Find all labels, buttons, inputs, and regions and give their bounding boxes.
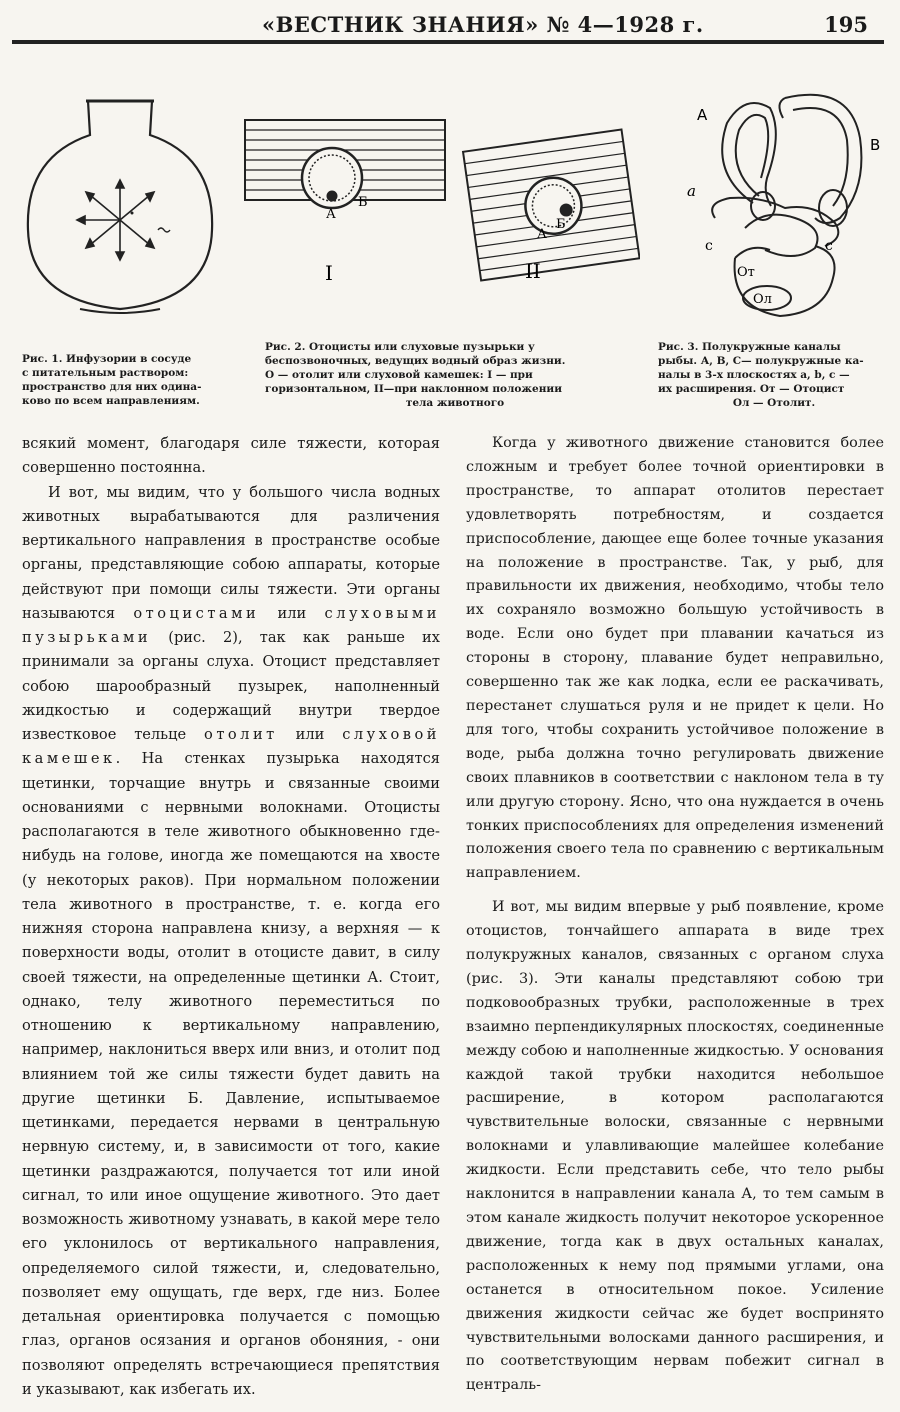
otocyst-inclined	[463, 130, 640, 281]
page-header	[0, 6, 900, 40]
caption-line: горизонтальном, II—при наклонном положении	[265, 383, 562, 395]
text-segment: или	[277, 726, 343, 743]
label-a-1: А	[326, 207, 336, 222]
roman-one: I	[325, 261, 333, 285]
header-rule	[12, 40, 884, 44]
text-segment: И вот, мы видим впервые у рыб появление, кроме отоцистов, тончайшего аппарата в виде трех полукружных каналов, связанных с органом слуха (рис. 3). Эти каналы представляют собою три подковообразных трубки, расположенные в трех взаимно перпендикулярных плоскостях, соединенные между собою и наполненные жидкостью. У основания каждой такой трубки находится небольшое расширение, в котором располагаются чувствительные волоски, связанные с нервными волокнами и улавливающие малейшее колебание жидкости. Если представить себе, что тело рыбы наклонится в направлении канала А, то тем самым в этом канале жидкость получит некоторое ускоренное движение, тогда как в двух остальных каналах, расположенных к нему под прямыми углами, она останется в относительном покое. Усиление движения жидкости сейчас же будет воспринято чувствительными волосками данного расширения, и по соответствующим нервам побежит сигнал в централь-	[466, 899, 884, 1394]
label-ot: От	[737, 265, 755, 280]
label-b-1: Б	[358, 195, 368, 210]
caption-line: ково по всем направлениям.	[22, 395, 200, 407]
caption-line: тела животного	[405, 397, 505, 409]
label-b-2: Б	[556, 217, 566, 232]
text-segment: Когда у животного движение становится более сложным и требует более точной ориентировки в пространстве, то аппарат отолитов перестает удовлетворять потребностям, и создается приспособление, дающее еще более точные указания на положение в пространстве. Так, у рыб, для правильности их движения, необходимо, чтобы тело их сохраняло возможно большую устойчивость в воде. Если оно будет при плавании качаться из стороны в сторону, плавание будет неправильно, совершенно так же как лодка, если ее раскачивать, перестанет слушаться руля и не придет к цели. Но для того, чтобы сохранить устойчивое положение в воде, рыба должна точно регулировать движение своих плавников в соответствии с наклоном тела в ту или другую сторону. Ясно, что она нуждается в очень тонких приспособлениях для определения изменений положения своего тела по сравнению с вертикальным направлением.	[466, 435, 884, 882]
figure-1-caption	[22, 352, 232, 408]
caption-line: Рис. 2. Отоцисты или слуховые пузырьки у	[265, 341, 535, 353]
figure-2-caption	[265, 340, 645, 410]
label-c-right: с	[825, 238, 833, 254]
figure-1-flask	[20, 95, 220, 320]
left-text-column	[22, 432, 440, 1402]
spaced-term: отоцистами	[133, 604, 260, 622]
caption-line: Рис. 3. Полукружные каналы	[658, 341, 841, 353]
right-text-column	[466, 432, 884, 1398]
text-segment: . На стенках пузырька находятся щетинки, торчащие внутрь и связанные своими основаниями с нервными волокнами. Отоцисты располагаются в теле животного обыкновенно где-нибудь на голове, иногда же помещаются на хвосте (у некоторых раков). При нормальном положении тела животного в пространстве, т. е. когда его нижняя сторона направлена книзу, а верхняя — к поверхности воды, отолит в отоцисте давит, в силу своей тяжести, на определенные щетинки А. Стоит, однако, телу животного переместиться по отношению к вертикальному направлению, например, наклониться вверх или вниз, и отолит под влиянием той же силы тяжести будет давить на другие щетинки Б. Давление, испытываемое щетинками, передается нервами в центральную нервную систему, и, в зависимости от того, какие щетинки раздражаются, получается тот или иной сигнал, то или иное ощущение животного. Это дает возможность животному узнавать, в какой мере тело его уклонилось от вертикального направления, определяемого силой тяжести, и, следовательно, позволяет ему ощущать, где верх, где низ. Более детальная ориентировка получается с помощью глаз, органов осязания и органов обоняния, - они позволяют определять встречающиеся препятствия и указывают, как избегать их.	[22, 750, 440, 1398]
figure-2-otocysts	[240, 100, 640, 340]
paragraph	[466, 896, 884, 1398]
paragraph	[466, 432, 884, 886]
text-segment: И вот, мы видим, что у большого числа водных животных вырабатываются для различения вертикального направления в пространстве особые органы, представляющие собою аппараты, которые действуют при помощи силы тяжести. Эти органы называются	[22, 483, 440, 622]
caption-line: беспозвоночных, ведущих водный образ жизни.	[265, 355, 566, 367]
spaced-term: слуховыми пузырьками	[22, 604, 440, 646]
caption-line: с питательным раствором:	[22, 367, 189, 379]
caption-line: налы в 3-х плоскостях а, b, c —	[658, 369, 850, 381]
paragraph	[22, 432, 440, 481]
spaced-term: слуховой камешек	[22, 726, 440, 768]
figure-3-semicircular-canals	[675, 78, 890, 328]
caption-line: Ол — Отолит.	[732, 397, 816, 409]
text-segment: всякий момент, благодаря силе тяжести, которая совершенно постоянна.	[22, 435, 440, 477]
label-a-canal: а	[687, 182, 696, 200]
spaced-term: отолит	[204, 726, 278, 743]
label-c-left: с	[705, 238, 713, 254]
caption-line: Рис. 1. Инфузории в сосуде	[22, 353, 192, 365]
label-ol: Ол	[753, 292, 772, 307]
label-a-2: А	[537, 227, 547, 242]
label-B: В	[870, 136, 881, 154]
caption-line: пространство для них одина-	[22, 381, 202, 393]
caption-line: рыбы. А, В, С— полукружные ка-	[658, 355, 864, 367]
label-A: А	[697, 106, 708, 124]
otocyst-horizontal	[245, 120, 445, 208]
paragraph	[22, 481, 440, 1403]
text-segment: (рис. 2), так как раньше их принимали за органы слуха. Отоцист представляет собою шарообразный пузырек, наполненный жидкостью и содержащий внутри твердое известковое тельце	[22, 629, 440, 743]
text-segment: или	[259, 604, 325, 622]
caption-line: их расширения. От — Отоцист	[658, 383, 845, 395]
page-number: 195	[824, 12, 868, 37]
figure-3-caption	[658, 340, 890, 410]
caption-line: О — отолит или слуховой камешек: I — при	[265, 369, 533, 381]
roman-two: II	[525, 259, 541, 283]
journal-title: «ВЕСТНИК ЗНАНИЯ» № 4—1928 г.	[262, 12, 704, 37]
